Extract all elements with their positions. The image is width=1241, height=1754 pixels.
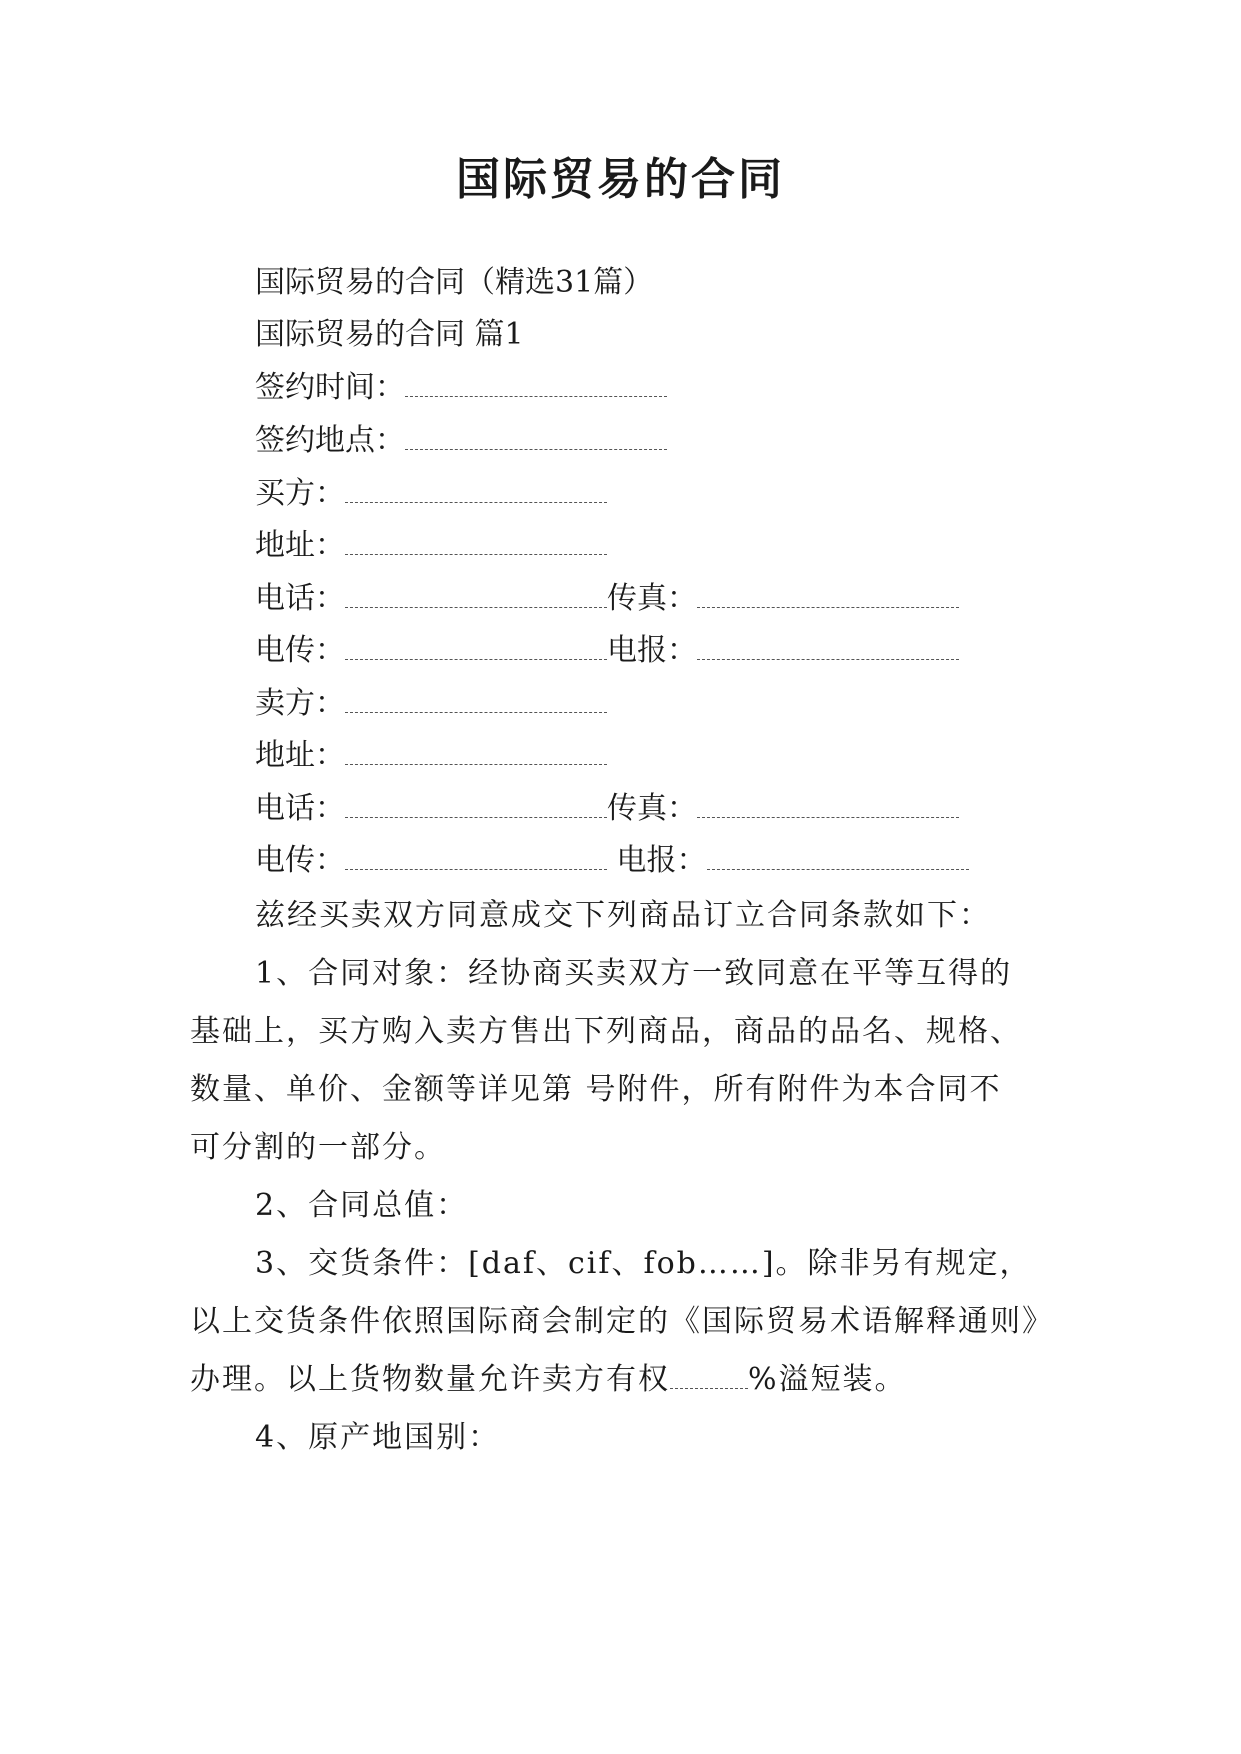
- buyer-blank: [345, 474, 607, 503]
- clause-1-line-1: 1、合同对象：经协商买卖双方一致同意在平等互得的: [255, 956, 1013, 991]
- buyer-phone-fax-row: [255, 579, 959, 619]
- seller-telex-label: 电传：: [255, 843, 345, 878]
- seller-address-label: 地址：: [255, 738, 345, 773]
- seller-fax-blank: [697, 789, 959, 818]
- clause-3-text-b: %溢短装。: [748, 1362, 907, 1397]
- clause-3-line-2: 以上交货条件依照国际商会制定的《国际贸易术语解释通则》: [190, 1304, 1054, 1339]
- seller-address-blank: [345, 736, 607, 765]
- buyer-fax-blank: [697, 579, 959, 608]
- clause-3-line-3: [190, 1351, 1070, 1409]
- seller-row: [255, 684, 607, 724]
- clause-3-text-a: 办理。以上货物数量允许卖方有权: [190, 1362, 670, 1397]
- buyer-address-row: [255, 526, 607, 566]
- sign-time-row: [255, 368, 667, 408]
- seller-phone-label: 电话：: [255, 791, 345, 826]
- buyer-label: 买方：: [255, 476, 345, 511]
- buyer-phone-blank: [345, 579, 607, 608]
- seller-phone-blank: [345, 789, 607, 818]
- buyer-telegram-label: 电报：: [607, 633, 697, 668]
- clause-3-line-1: 3、交货条件：[daf、cif、fob……]。除非另有规定，: [255, 1246, 1032, 1281]
- buyer-address-blank: [345, 526, 607, 555]
- buyer-phone-label: 电话：: [255, 581, 345, 616]
- buyer-telex-label: 电传：: [255, 633, 345, 668]
- seller-phone-fax-row: [255, 789, 959, 829]
- clause-2: 2、合同总值：: [255, 1188, 469, 1223]
- subtitle: 国际贸易的合同（精选31篇）: [255, 265, 654, 300]
- sign-place-label: 签约地点：: [255, 423, 405, 458]
- intro-paragraph: 兹经买卖双方同意成交下列商品订立合同条款如下：: [255, 898, 991, 933]
- contract-body: [190, 887, 1070, 1467]
- sign-place-blank: [405, 421, 667, 450]
- buyer-telex-telegram-row: [255, 631, 959, 671]
- buyer-fax-label: 传真：: [607, 581, 697, 616]
- clause-1-line-2: 基础上，买方购入卖方售出下列商品，商品的品名、规格、: [190, 1014, 1022, 1049]
- sign-place-row: [255, 421, 667, 461]
- seller-telegram-label: 电报：: [616, 843, 707, 878]
- seller-telex-telegram-row: [255, 841, 969, 881]
- seller-telegram-blank: [707, 841, 969, 870]
- section-heading: 国际贸易的合同 篇1: [255, 317, 524, 352]
- buyer-telex-blank: [345, 631, 607, 660]
- buyer-address-label: 地址：: [255, 528, 345, 563]
- seller-address-row: [255, 736, 607, 776]
- seller-telex-blank: [345, 841, 607, 870]
- seller-fax-label: 传真：: [607, 791, 697, 826]
- buyer-telegram-blank: [697, 631, 959, 660]
- document-title: 国际贸易的合同: [456, 154, 785, 205]
- sign-time-blank: [405, 368, 667, 397]
- overfill-percent-blank: [670, 1360, 748, 1389]
- sign-time-label: 签约时间：: [255, 370, 405, 405]
- clause-4: 4、原产地国别：: [255, 1420, 501, 1455]
- seller-blank: [345, 684, 607, 713]
- buyer-row: [255, 474, 607, 514]
- seller-label: 卖方：: [255, 686, 345, 721]
- clause-1-line-3: 数量、单价、金额等详见第 号附件，所有附件为本合同不: [190, 1072, 1002, 1107]
- clause-1-line-4: 可分割的一部分。: [190, 1130, 446, 1165]
